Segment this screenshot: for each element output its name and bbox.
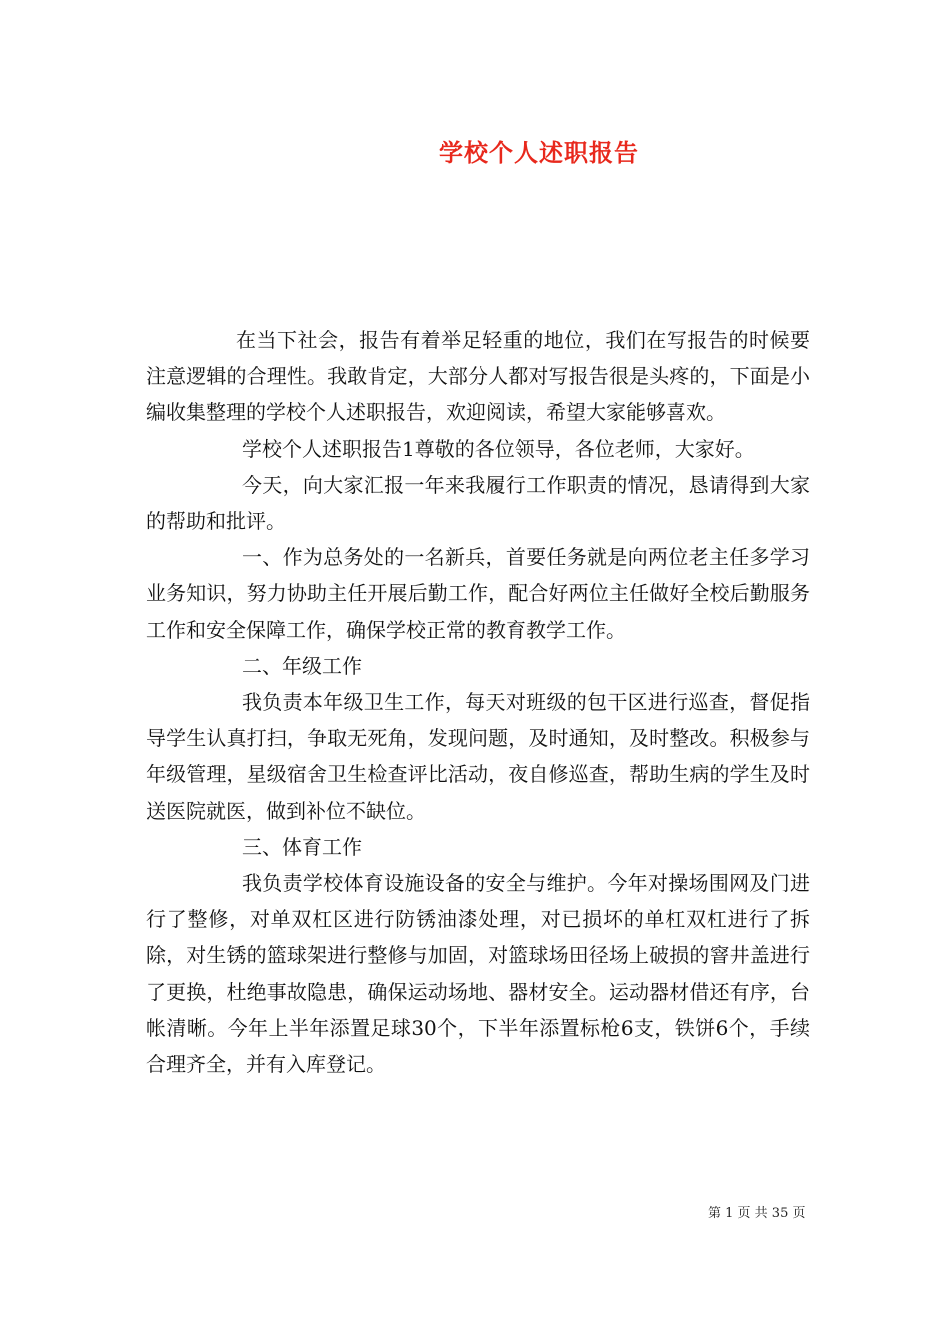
paragraph-intro: 在当下社会，报告有着举足轻重的地位，我们在写报告的时候要注意逻辑的合理性。我敢肯定，大部分人都对写报告很是头疼的，下面是小编收集整理的学校个人述职报告，欢迎阅读，希望大家能够喜欢。 xyxy=(146,328,810,425)
paragraph-sports-work: 我负责学校体育设施设备的安全与维护。今年对操场围网及门进行了整修，对单双杠区进行防锈油漆处理，对已损坏的单杠双杠进行了拆除，对生锈的篮球架进行整修与加固，对篮球场田径场上破损的窨井盖进行了更换，杜绝事故隐患，确保运动场地、器材安全。运动器材借还有序，台帐清晰。今年上半年添置足球30个，下半年添置标枪6支，铁饼6个，手续合理齐全，并有入库登记。 xyxy=(146,871,810,1077)
paragraph-report-summary: 今天，向大家汇报一年来我履行工作职责的情况，恳请得到大家的帮助和批评。 xyxy=(146,472,810,534)
paragraph-grade-work: 我负责本年级卫生工作，每天对班级的包干区进行巡查，督促指导学生认真打扫，争取无死角，发现问题，及时通知，及时整改。积极参与年级管理，星级宿舍卫生检查评比活动，夜自修巡查，帮助生病的学生及时送医院就医，做到补位不缺位。 xyxy=(146,690,810,823)
paragraph-section-one: 一、作为总务处的一名新兵，首要任务就是向两位老主任多学习业务知识，努力协助主任开展后勤工作，配合好两位主任做好全校后勤服务工作和安全保障工作，确保学校正常的教育教学工作。 xyxy=(146,545,810,642)
document-title: 学校个人述职报告 xyxy=(439,138,639,167)
paragraph-report-opening: 学校个人述职报告1尊敬的各位领导，各位老师，大家好。 xyxy=(242,436,755,461)
section-heading-sports-work: 三、体育工作 xyxy=(242,834,362,859)
document-body xyxy=(146,322,810,1082)
page-number: 第 1 页 共 35 页 xyxy=(708,1206,806,1221)
section-heading-grade-work: 二、年级工作 xyxy=(242,653,362,678)
